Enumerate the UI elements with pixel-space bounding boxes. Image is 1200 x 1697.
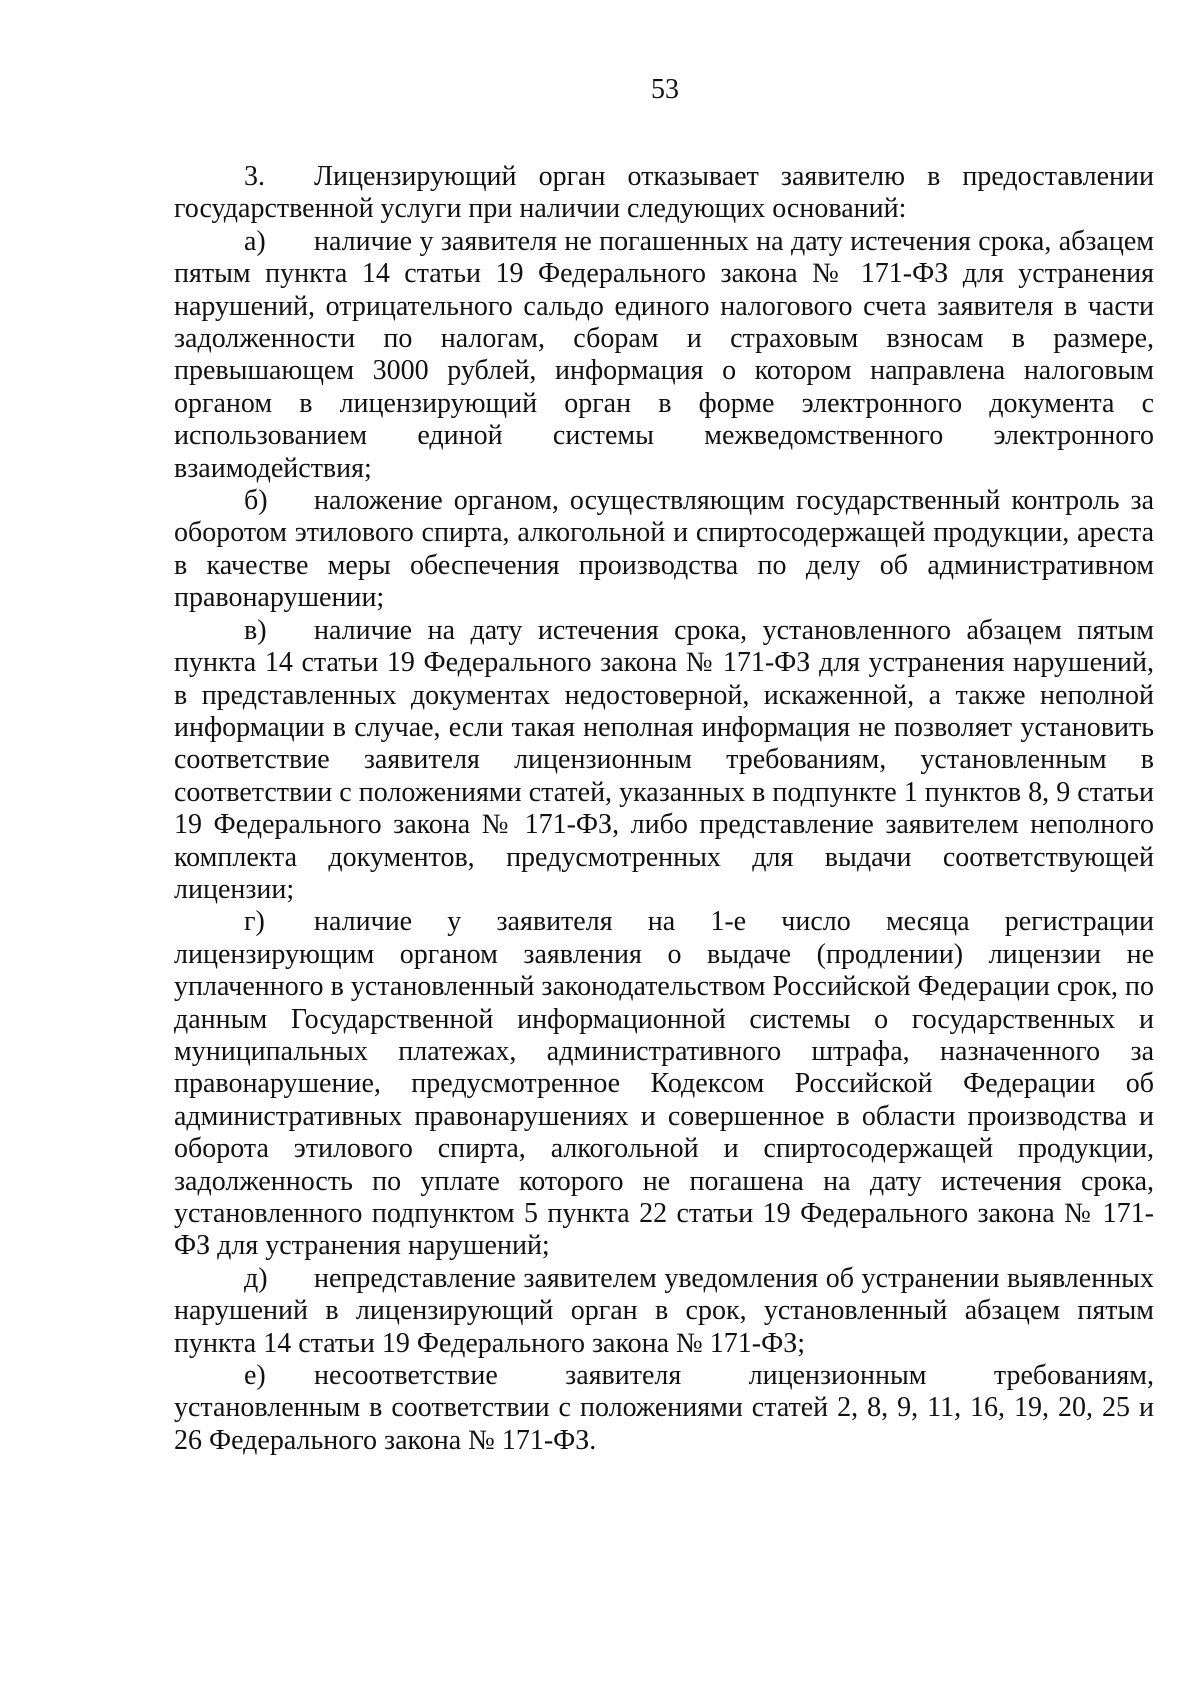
paragraph-subitem-e (174, 1360, 1154, 1457)
paragraph-text: наличие у заявителя не погашенных на дату истечения срока, абзацем пятым пункта 14 статьи 19 Федерального закона № 171-ФЗ для устранения нарушений, отрицательного сальдо единого налогового счета заявителя в части задолженности по налогам, сборам и страховым взносам в размере, превышающем 3000 рублей, информация о котором направлена налоговым органом в лицензирующий орган в форме электронного документа с использованием единой системы межведомственного электронного взаимодействия; (174, 225, 1154, 484)
paragraph-marker: е) (244, 1360, 266, 1392)
paragraph-text: непредставление заявителем уведомления об устранении выявленных нарушений в лицензирующий орган в срок, установленный абзацем пятым пункта 14 статьи 19 Федерального закона № 171-ФЗ; (174, 1262, 1154, 1359)
paragraph-text: наложение органом, осуществляющим государственный контроль за оборотом этилового спирта, алкогольной и спиртосодержащей продукции, ареста в качестве меры обеспечения производства по делу об административном правонарушении; (174, 485, 1154, 614)
paragraph-subitem-d (174, 1263, 1154, 1360)
paragraph-subitem-g (174, 906, 1154, 1262)
page-number: 53 (651, 74, 679, 105)
paragraph-subitem-a (174, 226, 1154, 485)
paragraph-marker: 3. (244, 161, 265, 192)
paragraph-marker: б) (244, 485, 268, 517)
paragraph-text: несоответствие заявителя лицензионным требованиям, установленным в соответствии с положениями статей 2, 8, 9, 11, 16, 19, 20, 25 и 26 Федерального закона № 171-ФЗ. (174, 1360, 1154, 1456)
paragraph-subitem-v (174, 615, 1154, 907)
paragraph-marker: г) (244, 906, 265, 938)
paragraph-marker: д) (244, 1262, 268, 1294)
document-body (174, 161, 1154, 1457)
paragraph-marker: а) (244, 225, 266, 257)
paragraph-text: Лицензирующий орган отказывает заявителю в предоставлении государственной услуги при наличии следующих оснований: (174, 161, 1154, 225)
paragraph-text: наличие у заявителя на 1-е число месяца регистрации лицензирующим органом заявления о выдаче (продлении) лицензии не уплаченного в установленный законодательством Российской Федерации срок, по данным Государственной информационной системы о государственных и муниципальных платежах, административного штрафа, назначенного за правонарушение, предусмотренное Кодексом Российской Федерации об административных правонарушениях и совершенное в области производства и оборота этилового спирта, алкогольной и спиртосодержащей продукции, задолженность по уплате которого не погашена на дату истечения срока, установленного подпунктом 5 пункта 22 статьи 19 Федерального закона № 171-ФЗ для устранения нарушений; (174, 906, 1154, 1262)
paragraph-subitem-b (174, 485, 1154, 615)
paragraph-item-3 (174, 161, 1154, 226)
paragraph-text: наличие на дату истечения срока, установленного абзацем пятым пункта 14 статьи 19 Федерального закона № 171-ФЗ для устранения нарушений, в представленных документах недостоверной, искаженной, а также неполной информации в случае, если такая неполная информация не позволяет установить соответствие заявителя лицензионным требованиям, установленным в соответствии с положениями статей, указанных в подпункте 1 пунктов 8, 9 статьи 19 Федерального закона № 171-ФЗ, либо представление заявителем неполного комплекта документов, предусмотренных для выдачи соответствующей лицензии; (174, 614, 1154, 905)
paragraph-marker: в) (244, 614, 267, 646)
